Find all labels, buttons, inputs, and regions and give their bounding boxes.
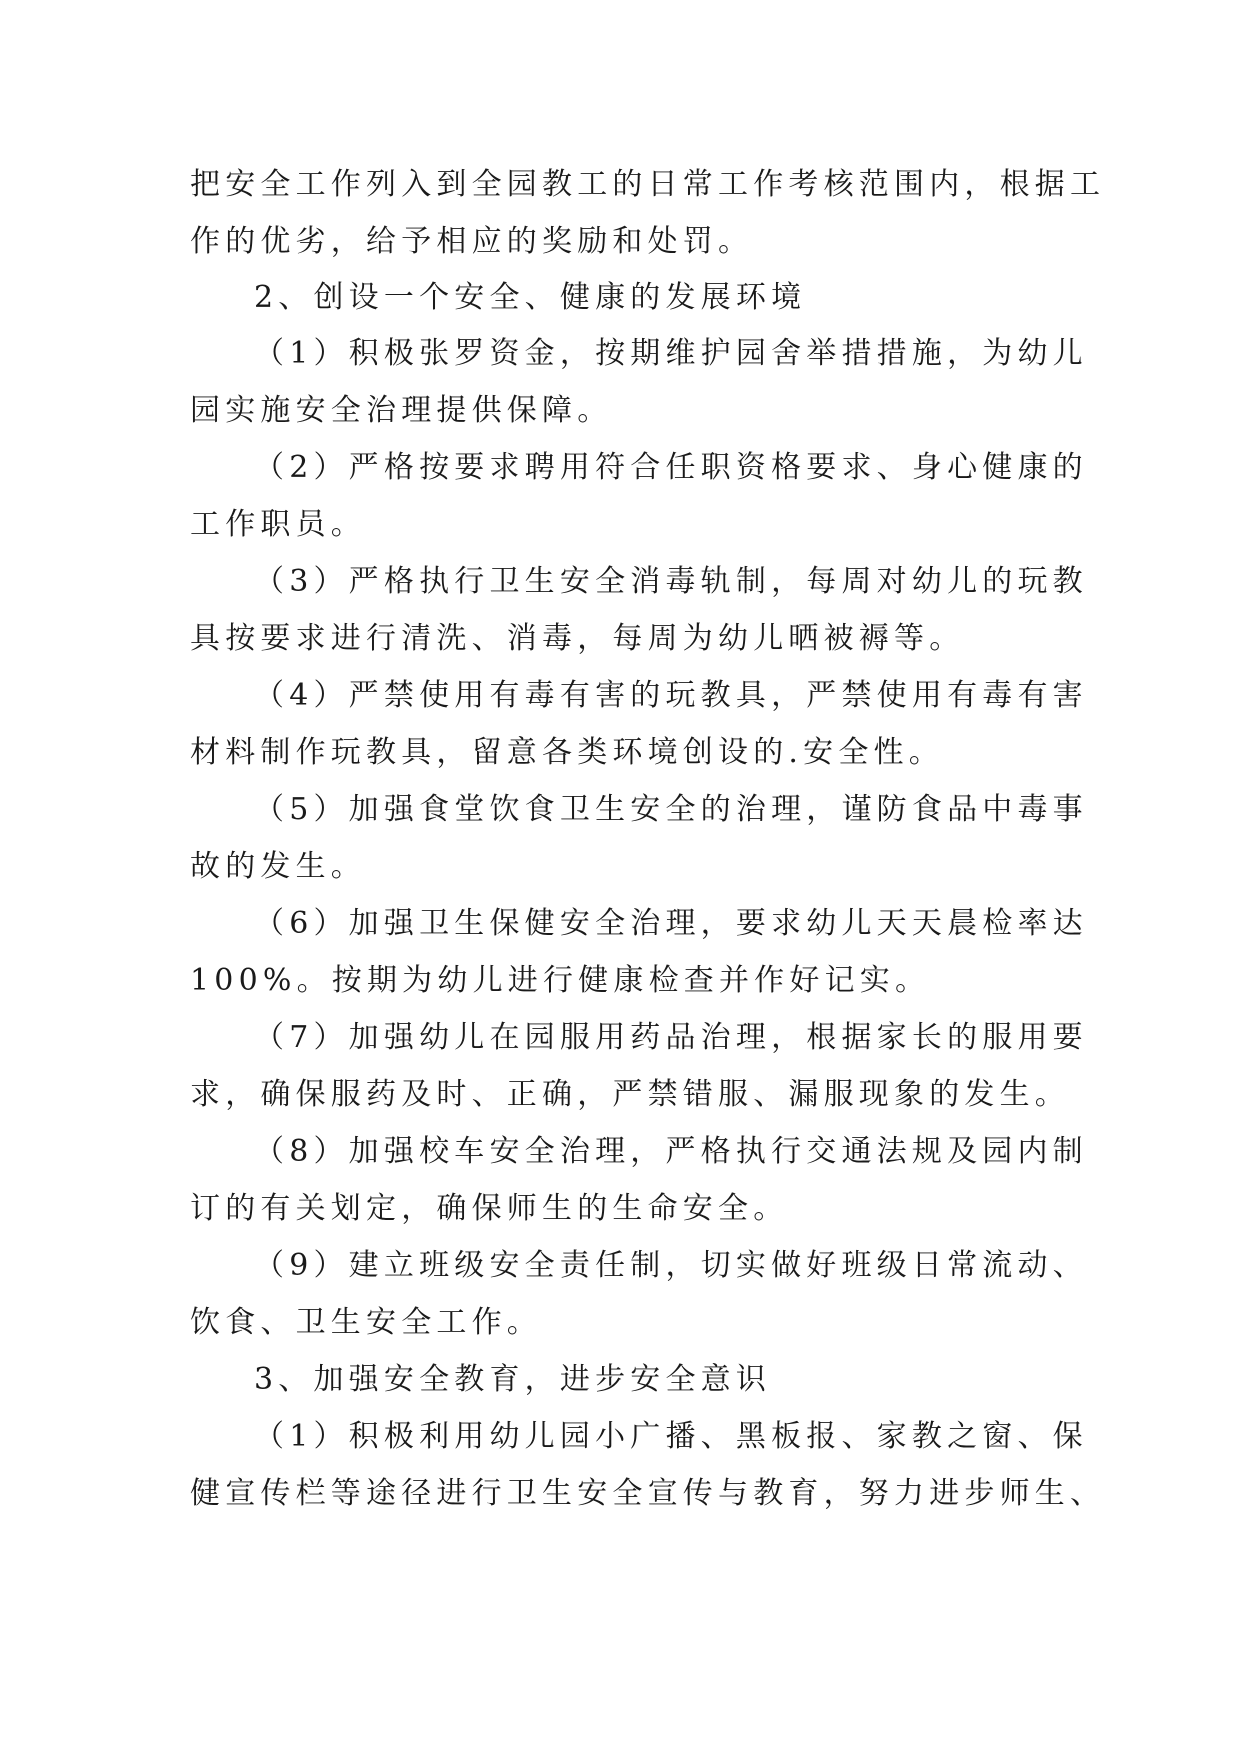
text-line: 订的有关划定，确保师生的生命安全。 (190, 1191, 789, 1226)
list-item-start: （9）建立班级安全责任制，切实做好班级日常流动、 (254, 1248, 1088, 1283)
text-line: 工作职员。 (190, 507, 366, 542)
text-line: 求，确保服药及时、正确，严禁错服、漏服现象的发生。 (190, 1077, 1070, 1112)
text-line: 作的优劣，给予相应的奖励和处罚。 (190, 224, 754, 259)
text-line: 100%。按期为幼儿进行健康检查并作好记实。 (190, 963, 931, 998)
list-item-start: （8）加强校车安全治理，严格执行交通法规及园内制 (254, 1134, 1088, 1169)
text-line: 故的发生。 (190, 849, 366, 884)
list-item-start: （3）严格执行卫生安全消毒轨制，每周对幼儿的玩教 (254, 564, 1088, 599)
text-line: 饮食、卫生安全工作。 (190, 1305, 542, 1340)
list-item-start: （6）加强卫生保健安全治理，要求幼儿天天晨检率达 (254, 906, 1088, 941)
text-line: 具按要求进行清洗、消毒，每周为幼儿晒被褥等。 (190, 621, 965, 656)
list-item-start: （1）积极利用幼儿园小广播、黑板报、家教之窗、保 (254, 1419, 1088, 1454)
list-item-start: （1）积极张罗资金，按期维护园舍举措措施，为幼儿 (254, 336, 1088, 371)
section-heading: 2、创设一个安全、健康的发展环境 (254, 280, 807, 315)
list-item-start: （4）严禁使用有毒有害的玩教具，严禁使用有毒有害 (254, 678, 1088, 713)
text-line: 健宣传栏等途径进行卫生安全宣传与教育，努力进步师生、 (190, 1476, 1106, 1511)
text-line: 园实施安全治理提供保障。 (190, 393, 613, 428)
text-line: 把安全工作列入到全园教工的日常工作考核范围内，根据工 (190, 167, 1106, 202)
list-item-start: （7）加强幼儿在园服用药品治理，根据家长的服用要 (254, 1020, 1088, 1055)
list-item-start: （2）严格按要求聘用符合任职资格要求、身心健康的 (254, 450, 1088, 485)
text-line: 材料制作玩教具，留意各类环境创设的.安全性。 (190, 735, 944, 770)
section-heading: 3、加强安全教育，进步安全意识 (254, 1362, 772, 1397)
list-item-start: （5）加强食堂饮食卫生安全的治理，谨防食品中毒事 (254, 792, 1088, 827)
